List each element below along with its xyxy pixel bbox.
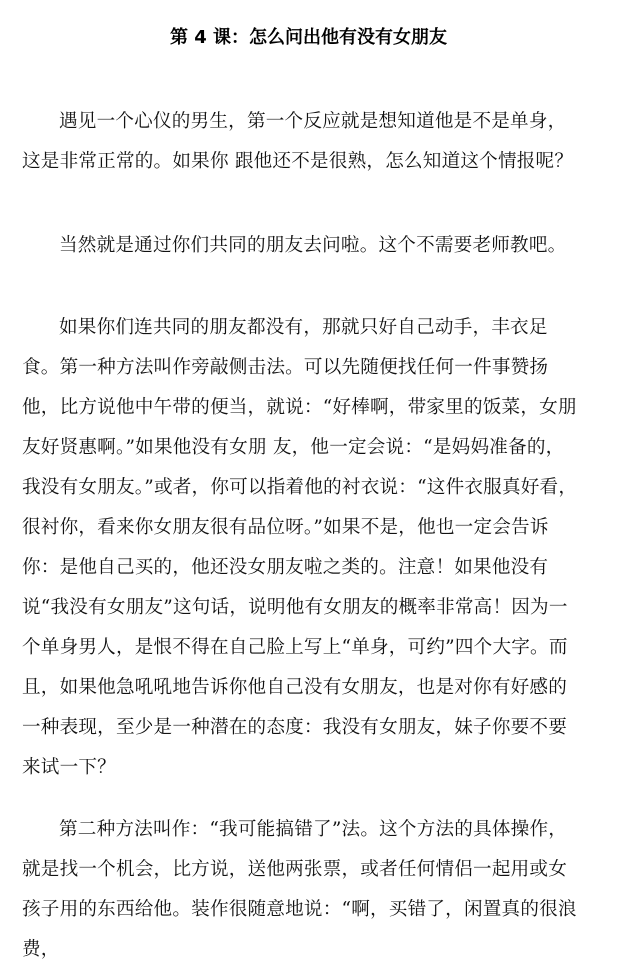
paragraph-4: 第二种方法叫作：“我可能搞错了”法。这个方法的具体操作，就是找一个机会，比方说，送他两张票，或者任何情侣一起用或女孩子用的东西给他。装作很随意地说：“啊，买错了，闲置真的很浪费， — [22, 819, 577, 960]
paragraph-3: 如果你们连共同的朋友都没有，那就只好自己动手，丰衣足食。第一种方法叫作旁敲侧击法。可以先随便找任何一件事赞扬他，比方说他中午带的便当，就说：“好棒啊，带家里的饭菜，女朋友好贤惠啊。”如果他没有女朋 友，他一定会说：“是妈妈准备的，我没有女朋友。”或者，你可以指着他的衬衣说：“这件衣服真好看，很衬你，看来你女朋友很有品位呀。”如果不是，他也一定会告诉你：是他自己买的，他还没女朋友啦之类的。注意！如果他没有说“我没有女朋友”这句话，说明他有女朋友的概率非常高！因为一个单身男人，是恨不得在自己脸上写上“单身，可约”四个大字。而且，如果他急吼吼地告诉你他自己没有女朋友，也是对你有好感的一种表现，至少是一种潜在的态度：我没有女朋友，妹子你要不要来试一下？ — [22, 317, 578, 778]
paragraph-1: 遇见一个心仪的男生，第一个反应就是想知道他是不是单身，这是非常正常的。如果你 跟他还不是很熟，怎么知道这个情报呢？ — [22, 111, 574, 172]
lesson-title: 第 4 课：怎么问出他有没有女朋友 — [169, 27, 448, 48]
paragraph-2: 当然就是通过你们共同的朋友去问啦。这个不需要老师教吧。 — [59, 235, 567, 256]
